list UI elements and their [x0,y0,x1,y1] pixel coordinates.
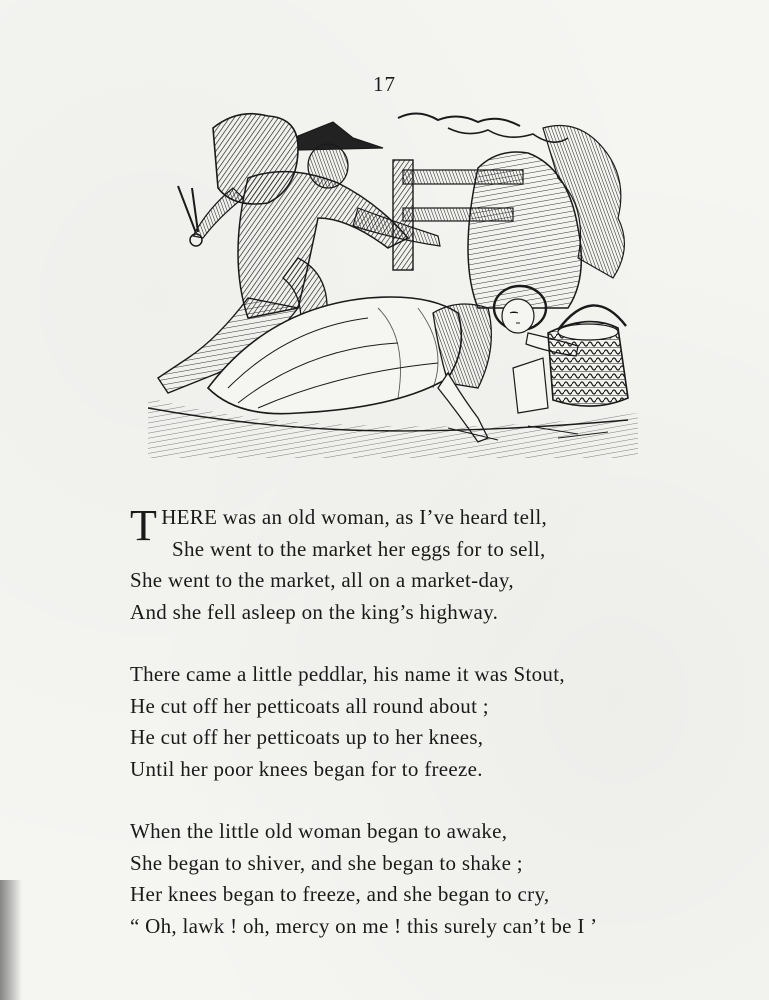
woodcut-illustration [148,108,638,458]
poem-line-8: Until her poor knees began for to freeze. [130,756,483,781]
poem-line-3: She went to the market, all on a market-day, [130,568,514,592]
poem-line-9: When the little old woman began to awake, [130,819,508,843]
poem-line-10: She began to shiver, and she began to shake ; [130,850,523,875]
page-edge-shadow [0,880,22,1000]
poem-line-5: There came a little peddlar, his name it was Stout, [130,662,565,686]
poem-line-2: She went to the market her eggs for to sell, [172,536,546,561]
drop-cap: T [130,501,158,550]
first-line-text: HERE was an old woman, as I’ve heard tell, [161,505,548,529]
poem-line-4: And she fell asleep on the king’s highway. [130,599,499,624]
poem-line-12: “ Oh, lawk ! oh, mercy on me ! this surely can’t be I ’ [130,913,598,938]
poem [130,502,690,973]
stanza-2 [130,659,690,785]
poem-line-11: Her knees began to freeze, and she began to cry, [130,882,550,906]
page-number: 17 [373,72,396,96]
stanza-3 [130,816,690,942]
poem-line-7: He cut off her petticoats up to her knees, [130,725,484,749]
poem-line-6: He cut off her petticoats all round about ; [130,693,489,718]
stanza-1 [130,502,690,628]
